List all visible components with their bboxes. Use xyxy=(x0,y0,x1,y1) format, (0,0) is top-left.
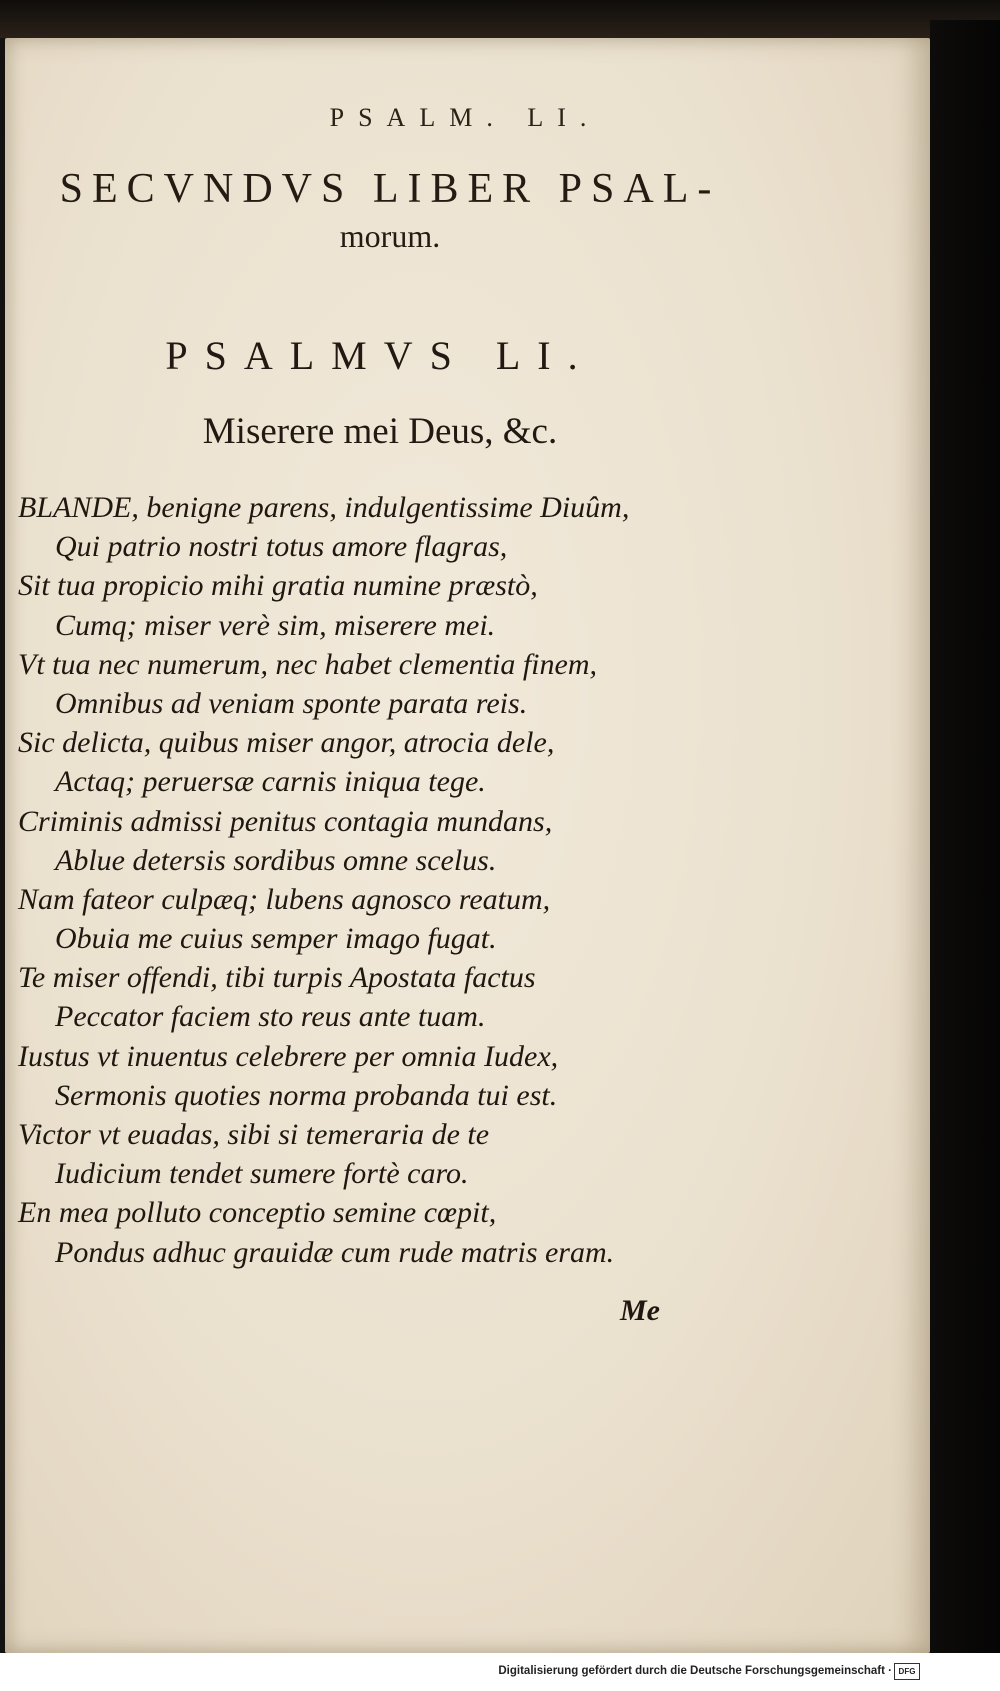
verse-line: Sic delicta, quibus miser angor, atrocia dele, xyxy=(18,726,555,760)
psalm-title: PSALMVS LI. xyxy=(165,333,595,378)
verse-line: Te miser offendi, tibi turpis Apostata factus xyxy=(18,961,536,995)
verse-line: Nam fateor culpæq; lubens agnosco reatum, xyxy=(18,882,551,916)
psalm-incipit: Miserere mei Deus, &c. xyxy=(202,411,558,452)
verse-line: Actaq; peruersæ carnis iniqua tege. xyxy=(55,765,486,799)
verse-line: Sit tua propicio mihi gratia numine præstò, xyxy=(18,569,538,603)
dfg-logo-icon: DFG xyxy=(894,1663,920,1680)
verse-line: Sermonis quoties norma probanda tui est. xyxy=(55,1078,558,1112)
verse-line: Ablue detersis sordibus omne scelus. xyxy=(55,843,497,877)
footer-bar xyxy=(0,1653,1000,1691)
verse-line: Iustus vt inuentus celebrere per omnia Iudex, xyxy=(18,1039,559,1073)
book-title: SECVNDVS LIBER PSAL- xyxy=(59,166,721,212)
verse-line: Peccator faciem sto reus ante tuam. xyxy=(55,1000,486,1034)
verse-line: Omnibus ad veniam sponte parata reis. xyxy=(55,686,528,720)
verse-line: Obuia me cuius semper imago fugat. xyxy=(55,922,497,956)
running-head: PSALM. LI. xyxy=(329,103,601,132)
scan-top-edge xyxy=(0,0,1000,38)
verse-line: Qui patrio nostri totus amore flagras, xyxy=(55,530,508,564)
verse-line: Victor vt euadas, sibi si temeraria de te xyxy=(18,1118,490,1151)
verse-line: Cumq; miser verè sim, miserere mei. xyxy=(55,608,496,642)
verse-block xyxy=(0,488,930,1272)
book-title-continuation: morum. xyxy=(339,218,441,254)
verse-line: Pondus adhuc grauidæ cum rude matris eram. xyxy=(55,1235,615,1269)
scan-right-edge xyxy=(930,20,1000,1665)
catchword: Me xyxy=(620,1294,660,1327)
verse-line: Vt tua nec numerum, nec habet clementia finem, xyxy=(18,647,597,681)
verse-line: En mea polluto conceptio semine cœpit, xyxy=(18,1196,497,1230)
footer-credit: Digitalisierung gefördert durch die Deutsche Forschungsgemeinschaft · xyxy=(498,1665,892,1677)
verse-line: Criminis admissi penitus contagia mundans, xyxy=(18,804,553,838)
verse-line: Iudicium tendet sumere fortè caro. xyxy=(55,1157,469,1191)
verse-line: BLANDE, benigne parens, indulgentissime Diuûm, xyxy=(18,491,630,524)
